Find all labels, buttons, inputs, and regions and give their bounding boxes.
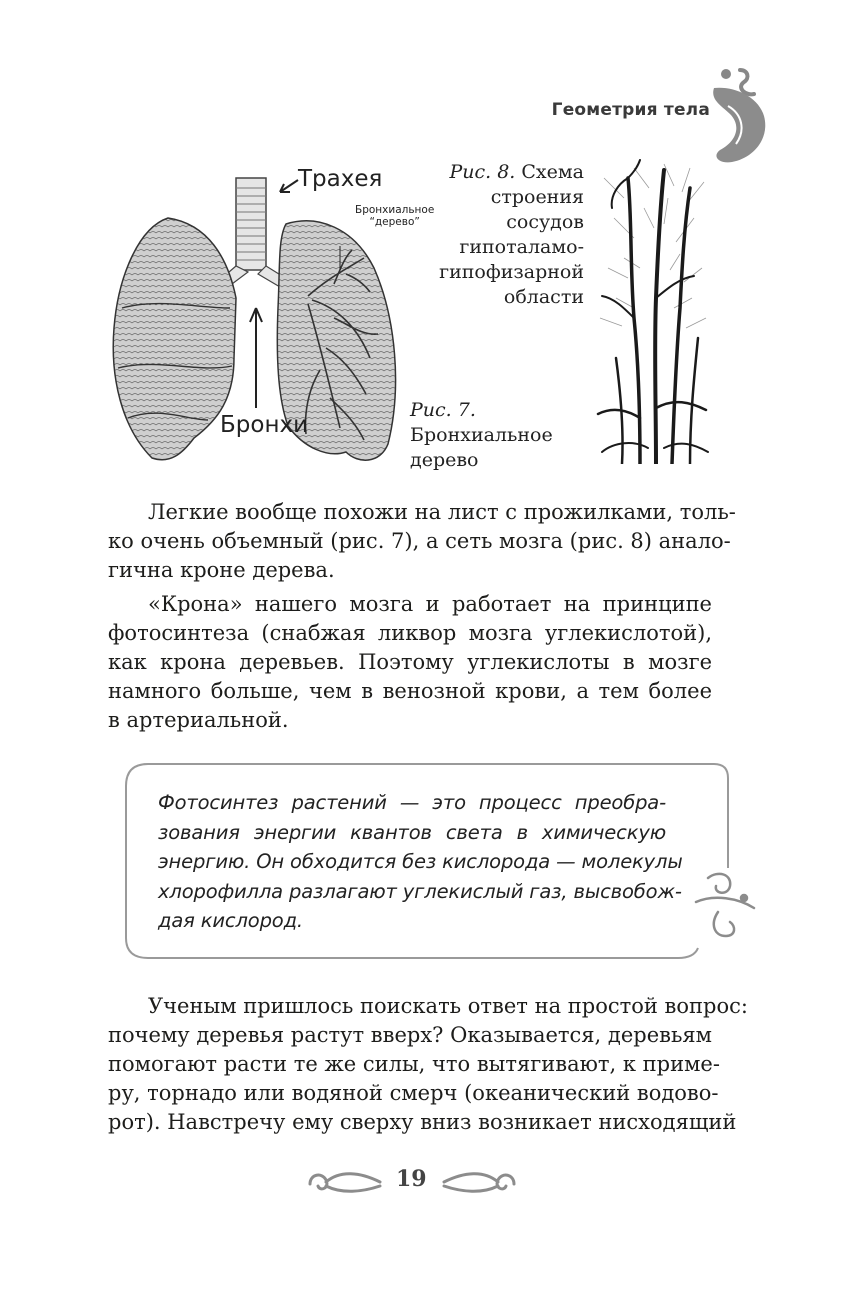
paragraph-2: «Крона» нашего мозга и работает на принципе фотосинтеза (снабжая ликвор мозга углекислотой), как крона деревьев. Поэтому углекислоты в мозге намного больше, чем в венозной крови, а тем более в артериальной. bbox=[108, 592, 712, 732]
footer-ornament-left-icon bbox=[306, 1166, 382, 1198]
figure-7-caption: Рис. 7. Бронхиальное дерево bbox=[410, 399, 553, 471]
swirl-ornament-icon bbox=[706, 66, 772, 166]
paragraph-3: Ученым пришлось поискать ответ на простой вопрос: почему деревья растут вверх? Оказывается, деревьям помогают расти те же силы, что вытягивают, к приме- ру, торнадо или водяной смерч (океанический водово- рот). Навстречу ему сверху вниз возникает нисходящий bbox=[108, 994, 748, 1134]
callout-text: Фотосинтез растений — это процесс преобра- зования энергии квантов света в химическую энергию. Он обходится без кислорода — молекулы хлорофилла разлагают углекислый газ, высвобож- дая кислород. bbox=[158, 791, 683, 932]
paragraph-1: Легкие вообще похожи на лист с прожилками, толь- ко очень объемный (рис. 7), а сеть мозга (рис. 8) анало- гична кроне дерева. bbox=[108, 500, 736, 582]
figure-8-caption: Рис. 8. Схема строения сосудов гипоталамо- гипофизарной области bbox=[439, 161, 584, 308]
bronchial-tree-label: Бронхиальное “дерево” bbox=[355, 204, 435, 228]
vascular-tree-illustration bbox=[594, 158, 712, 464]
trachea-label: Трахея bbox=[298, 166, 383, 192]
callout-swirl-icon bbox=[696, 874, 754, 936]
bronchi-arrow bbox=[250, 308, 262, 408]
footer-ornament-right-icon bbox=[442, 1166, 518, 1198]
running-header: Геометрия тела bbox=[551, 100, 710, 120]
left-lung bbox=[113, 218, 236, 460]
trachea-arrow bbox=[280, 180, 298, 192]
bronchi-label: Бронхи bbox=[220, 412, 309, 438]
page-number: 19 bbox=[396, 1166, 427, 1192]
